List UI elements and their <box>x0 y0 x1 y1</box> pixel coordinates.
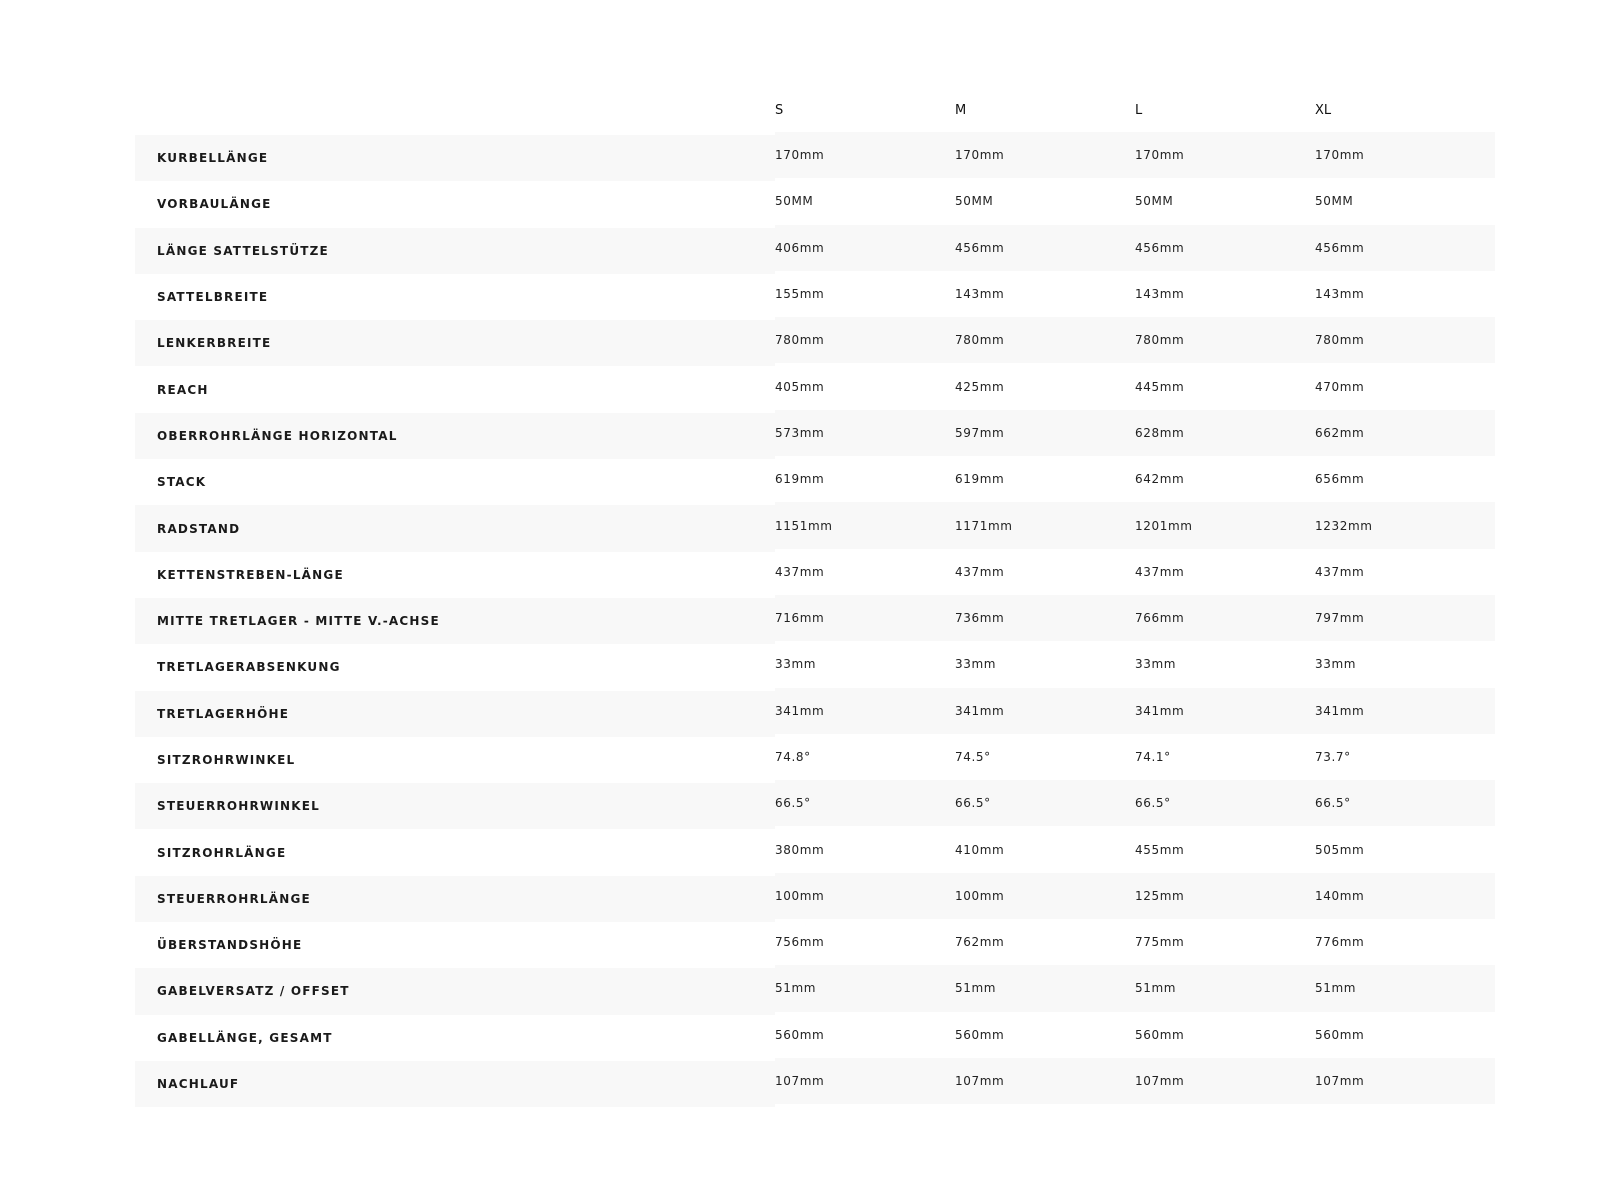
row-value-m: 100mm <box>955 888 1005 903</box>
row-value-l: 445mm <box>1135 379 1185 394</box>
row-value-m: 143mm <box>955 287 1005 302</box>
table-row <box>135 689 1495 735</box>
row-value-m: 619mm <box>955 472 1005 487</box>
row-value-m: 736mm <box>955 611 1005 626</box>
table-row <box>135 827 1495 873</box>
table-row <box>135 1013 1495 1059</box>
row-value-xl: 780mm <box>1315 333 1365 348</box>
row-value-xl: 170mm <box>1315 148 1365 163</box>
row-value-l: 143mm <box>1135 287 1185 302</box>
table-body <box>135 133 1495 1105</box>
row-label: STEUERROHRLÄNGE <box>157 891 311 906</box>
row-value-s: 107mm <box>775 1074 825 1089</box>
row-value-m: 74.5° <box>955 750 991 764</box>
row-label: LENKERBREITE <box>157 336 272 351</box>
table-row <box>135 596 1495 642</box>
row-value-s: 560mm <box>775 1027 825 1042</box>
row-value-l: 50MM <box>1135 194 1174 209</box>
row-value-m: 170mm <box>955 148 1005 163</box>
size-header-m: M <box>955 102 967 118</box>
table-row <box>135 503 1495 549</box>
row-value-m: 51mm <box>955 981 997 996</box>
row-label: STACK <box>157 475 207 490</box>
row-label: GABELLÄNGE, GESAMT <box>157 1030 333 1045</box>
table-row <box>135 411 1495 457</box>
row-value-m: 66.5° <box>955 796 991 811</box>
row-value-m: 597mm <box>955 425 1005 440</box>
row-value-xl: 33mm <box>1315 657 1357 672</box>
row-value-l: 170mm <box>1135 148 1185 163</box>
table-row <box>135 133 1495 179</box>
row-value-l: 125mm <box>1135 888 1185 903</box>
row-value-xl: 505mm <box>1315 842 1365 857</box>
table-header <box>135 87 1495 133</box>
row-value-xl: 51mm <box>1315 981 1357 996</box>
row-value-l: 33mm <box>1135 657 1177 672</box>
row-value-s: 66.5° <box>775 796 811 811</box>
row-value-xl: 437mm <box>1315 564 1365 579</box>
header-empty-cell <box>135 87 775 133</box>
row-label: SITZROHRLÄNGE <box>157 845 287 860</box>
row-value-l: 107mm <box>1135 1074 1185 1089</box>
row-value-l: 766mm <box>1135 611 1185 626</box>
row-value-s: 380mm <box>775 842 825 857</box>
row-value-s: 437mm <box>775 564 825 579</box>
table-row <box>135 874 1495 920</box>
row-label: TRETLAGERHÖHE <box>157 706 290 721</box>
row-value-xl: 341mm <box>1315 703 1365 718</box>
row-value-xl: 143mm <box>1315 287 1365 302</box>
row-value-s: 780mm <box>775 333 825 348</box>
row-label: RADSTAND <box>157 521 241 536</box>
table-row <box>135 642 1495 688</box>
row-value-l: 642mm <box>1135 472 1185 487</box>
row-label: ÜBERSTANDSHÖHE <box>157 938 303 953</box>
row-value-s: 100mm <box>775 888 825 903</box>
row-label: KURBELLÄNGE <box>157 151 269 166</box>
row-value-l: 780mm <box>1135 333 1185 348</box>
row-label: OBERROHRLÄNGE HORIZONTAL <box>157 428 398 443</box>
row-value-m: 780mm <box>955 333 1005 348</box>
row-value-s: 405mm <box>775 379 825 394</box>
row-value-l: 437mm <box>1135 564 1185 579</box>
size-header-s: S <box>775 102 784 118</box>
header-row <box>135 87 1495 133</box>
row-value-xl: 776mm <box>1315 935 1365 950</box>
table-row <box>135 457 1495 503</box>
table-row <box>135 920 1495 966</box>
row-value-l: 560mm <box>1135 1027 1185 1042</box>
row-value-l: 341mm <box>1135 703 1185 718</box>
row-value-s: 1151mm <box>775 518 833 533</box>
row-value-s: 155mm <box>775 287 825 302</box>
row-value-m: 762mm <box>955 935 1005 950</box>
row-value-l: 66.5° <box>1135 796 1171 811</box>
row-value-xl: 560mm <box>1315 1027 1365 1042</box>
table-row <box>135 966 1495 1012</box>
row-value-m: 425mm <box>955 379 1005 394</box>
row-value-s: 756mm <box>775 935 825 950</box>
row-value-m: 1171mm <box>955 518 1013 533</box>
table-row <box>135 735 1495 781</box>
row-value-xl: 140mm <box>1315 888 1365 903</box>
row-label: VORBAULÄNGE <box>157 197 272 212</box>
row-value-s: 33mm <box>775 657 817 672</box>
size-header-xl: XL <box>1315 102 1332 118</box>
row-value-s: 51mm <box>775 981 817 996</box>
row-value-xl: 1232mm <box>1315 518 1373 533</box>
row-label: KETTENSTREBEN-LÄNGE <box>157 567 344 582</box>
row-value-m: 341mm <box>955 703 1005 718</box>
row-value-m: 50MM <box>955 194 994 209</box>
row-value-m: 33mm <box>955 657 997 672</box>
row-value-m: 437mm <box>955 564 1005 579</box>
size-header-l: L <box>1135 102 1143 118</box>
row-value-m: 456mm <box>955 240 1005 255</box>
row-label: STEUERROHRWINKEL <box>157 799 321 814</box>
table-row <box>135 272 1495 318</box>
row-value-l: 628mm <box>1135 425 1185 440</box>
row-label: TRETLAGERABSENKUNG <box>157 660 341 675</box>
row-value-xl: 797mm <box>1315 611 1365 626</box>
table-row <box>135 364 1495 410</box>
row-label: REACH <box>157 382 209 397</box>
row-value-l: 74.1° <box>1135 750 1171 764</box>
row-value-m: 107mm <box>955 1074 1005 1089</box>
row-label: GABELVERSATZ / OFFSET <box>157 984 350 999</box>
row-label: NACHLAUF <box>157 1077 240 1092</box>
row-value-xl: 656mm <box>1315 472 1365 487</box>
geometry-table <box>135 87 1495 1105</box>
row-value-s: 50MM <box>775 194 814 209</box>
row-value-l: 456mm <box>1135 240 1185 255</box>
row-value-l: 1201mm <box>1135 518 1193 533</box>
row-value-s: 716mm <box>775 611 825 626</box>
row-value-s: 74.8° <box>775 750 811 764</box>
row-label: MITTE TRETLAGER - MITTE V.-ACHSE <box>157 614 440 629</box>
row-label: LÄNGE SATTELSTÜTZE <box>157 243 329 258</box>
row-value-m: 560mm <box>955 1027 1005 1042</box>
table-row <box>135 318 1495 364</box>
row-value-xl: 66.5° <box>1315 796 1351 811</box>
row-value-l: 455mm <box>1135 842 1185 857</box>
row-value-s: 341mm <box>775 703 825 718</box>
row-value-l: 775mm <box>1135 935 1185 950</box>
table-row <box>135 781 1495 827</box>
row-label: SATTELBREITE <box>157 290 269 305</box>
row-value-xl: 107mm <box>1315 1074 1365 1089</box>
row-value-s: 573mm <box>775 425 825 440</box>
table-row <box>135 550 1495 596</box>
row-value-s: 406mm <box>775 240 825 255</box>
table-row <box>135 179 1495 225</box>
row-value-s: 170mm <box>775 148 825 163</box>
table-row <box>135 1059 1495 1105</box>
row-value-xl: 456mm <box>1315 240 1365 255</box>
row-value-m: 410mm <box>955 842 1005 857</box>
table-row <box>135 226 1495 272</box>
row-value-s: 619mm <box>775 472 825 487</box>
row-label: SITZROHRWINKEL <box>157 753 296 767</box>
row-value-xl: 50MM <box>1315 194 1354 209</box>
row-value-l: 51mm <box>1135 981 1177 996</box>
row-value-xl: 470mm <box>1315 379 1365 394</box>
row-value-xl: 73.7° <box>1315 750 1351 764</box>
row-value-xl: 662mm <box>1315 425 1365 440</box>
